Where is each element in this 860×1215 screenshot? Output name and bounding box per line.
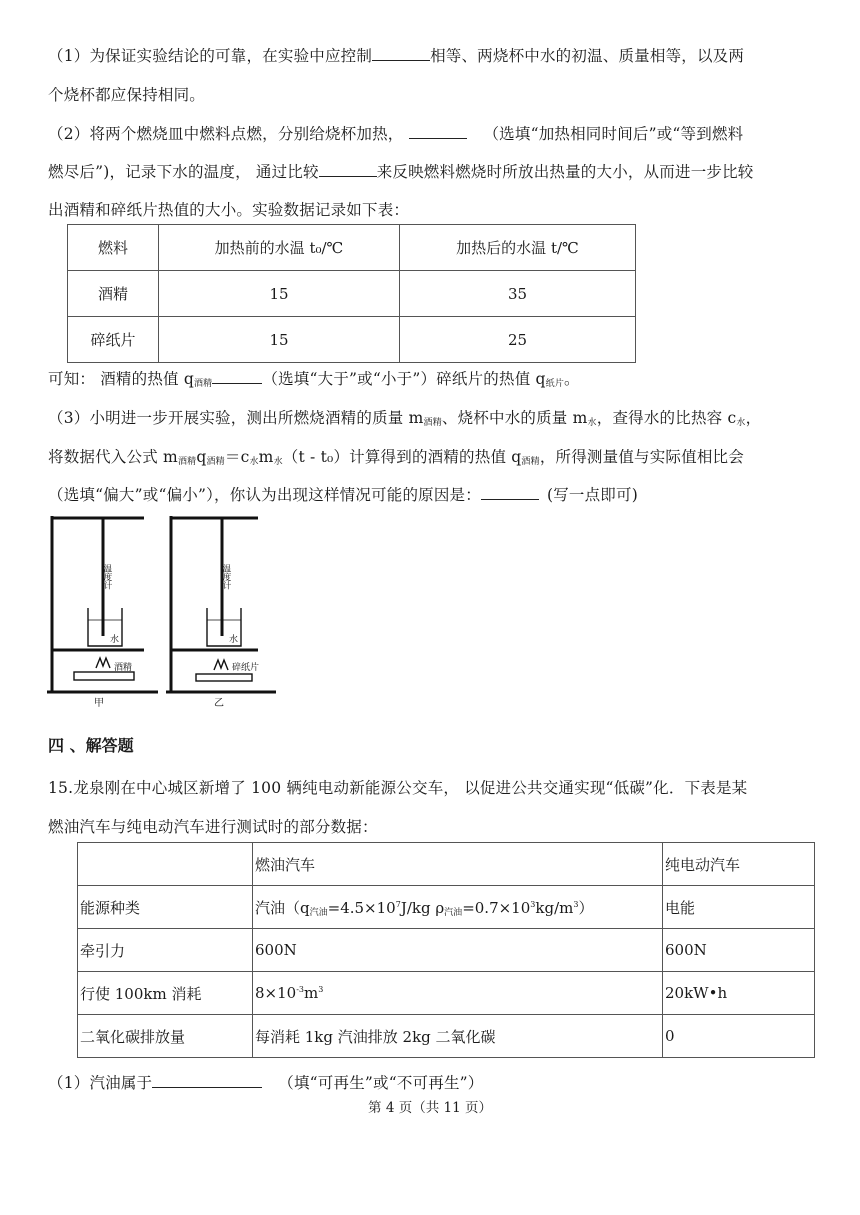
- q3-blank[interactable]: [481, 485, 539, 500]
- table-header-cell: 纯电动汽车: [663, 843, 815, 886]
- table-cell: [253, 972, 663, 1015]
- cell-text: kg/m: [535, 898, 574, 917]
- table-row: [78, 972, 815, 1015]
- table-row: [78, 929, 815, 972]
- q3-text: (写一点即可): [546, 486, 638, 504]
- table-cell: 牵引力: [78, 929, 253, 972]
- conclusion-line: [48, 367, 580, 389]
- subscript: 酒精: [521, 457, 540, 467]
- cell-text: ）: [578, 898, 594, 917]
- q15-1-text-a: （1）汽油属于: [48, 1074, 153, 1092]
- cell-text: =4.5×10: [327, 898, 396, 917]
- table-header-cell: 燃料: [68, 225, 159, 271]
- subscript: 汽油: [309, 907, 328, 918]
- q1-line-2: 个烧杯都应保持相同。: [48, 86, 206, 104]
- table-cell: 35: [400, 271, 636, 317]
- table-row: [68, 271, 636, 317]
- q2-text-c: 燃尽后”)，记录下水的温度， 通过比较: [48, 163, 319, 181]
- q15-line-1: 15.龙泉刚在中心城区新增了 100 辆纯电动新能源公交车， 以促进公共交通实现“低碳”化．下表是某: [48, 779, 748, 797]
- water-label: 水: [229, 635, 239, 645]
- q2-line-1: [48, 122, 743, 144]
- q3-text: 、烧杯中水的质量 m: [441, 409, 588, 427]
- q2-line-2: [48, 160, 754, 182]
- q15-1-line: [48, 1071, 483, 1093]
- table-row: [78, 886, 815, 929]
- subscript: 水: [273, 457, 283, 467]
- q3-text: ＝c: [224, 448, 250, 466]
- q3-text: ，查得水的比热容 c: [596, 409, 737, 427]
- q3-text: （3）小明进一步开展实验，测出所燃烧酒精的质量 m: [48, 409, 424, 427]
- fuel-label: 酒精: [114, 663, 133, 673]
- table-cell: 15: [159, 317, 400, 363]
- water-label: 水: [110, 635, 120, 645]
- q2-text-d: 来反映燃料燃烧时所放出热量的大小，从而进一步比较: [376, 163, 754, 181]
- q3-text: m: [258, 448, 274, 466]
- q2-blank-1[interactable]: [409, 124, 467, 139]
- paper-dish: [196, 674, 252, 681]
- vehicle-comparison-table: [77, 842, 815, 1058]
- q15-1-blank[interactable]: [152, 1073, 262, 1088]
- cell-text: m: [304, 984, 319, 1002]
- q1-blank-1[interactable]: [372, 46, 430, 61]
- table-cell: 600N: [663, 929, 815, 972]
- q3-text: q: [196, 448, 207, 466]
- table-header-cell: 加热前的水温 t₀/℃: [159, 225, 400, 271]
- q3-text: 将数据代入公式 m: [48, 448, 178, 466]
- table-cell: 二氧化碳排放量: [78, 1015, 253, 1058]
- table-cell: 电能: [663, 886, 815, 929]
- table-cell: 0: [663, 1015, 815, 1058]
- q2-text-a: （2）将两个燃烧皿中燃料点燃，分别给烧杯加热，: [48, 125, 404, 143]
- subscript: 汽油: [444, 907, 463, 918]
- table-cell: [253, 886, 663, 929]
- q2-line-3: 出酒精和碎纸片热值的大小。实验数据记录如下表：: [48, 201, 410, 219]
- q3-line-1: [48, 406, 761, 428]
- thermometer-label: 温度计: [221, 564, 231, 590]
- table-header-cell: [78, 843, 253, 886]
- page-footer: 第 4 页（共 11 页）: [368, 1100, 492, 1116]
- cell-text: 8×10: [255, 984, 297, 1002]
- conclusion-blank[interactable]: [212, 369, 262, 384]
- cell-text: =0.7×10: [462, 898, 531, 917]
- superscript: 7: [395, 899, 401, 909]
- caption-left: 甲: [94, 698, 104, 708]
- table-header-row: [68, 225, 636, 271]
- subscript: 酒精: [177, 457, 197, 467]
- superscript: 3: [530, 899, 536, 909]
- q3-line-3: [48, 483, 638, 505]
- fuel-label: 碎纸片: [232, 663, 260, 673]
- subscript: 酒精: [206, 457, 225, 467]
- experiment-figure: [44, 512, 280, 708]
- q15-1-text-b: （填“可再生”或“不可再生”）: [278, 1074, 484, 1092]
- table-cell: 15: [159, 271, 400, 317]
- caption-right: 乙: [214, 698, 224, 708]
- q1-text-a: （1）为保证实验结论的可靠，在实验中应控制: [48, 47, 373, 65]
- table-row: [78, 1015, 815, 1058]
- q3-text: （选填“偏大”或“偏小”），你认为出现这样情况可能的原因是：: [48, 486, 481, 504]
- fuel-data-table: [67, 224, 636, 363]
- q2-blank-2[interactable]: [319, 162, 377, 177]
- q3-text: （t - t₀）计算得到的酒精的热值 q: [282, 448, 522, 466]
- conclusion-text-c: 。: [564, 370, 580, 388]
- q1-line-1: [48, 44, 744, 66]
- q3-text: ，: [745, 409, 762, 427]
- table-header-cell: 加热后的水温 t/℃: [400, 225, 636, 271]
- table-cell: 每消耗 1kg 汽油排放 2kg 二氧化碳: [253, 1015, 663, 1058]
- q1-text-b: 相等、两烧杯中水的初温、质量相等，以及两: [430, 47, 745, 65]
- table-cell: 能源种类: [78, 886, 253, 929]
- q15-line-2: 燃油汽车与纯电动汽车进行测试时的部分数据：: [48, 818, 378, 836]
- subscript: 水: [587, 418, 597, 428]
- table-cell: 酒精: [68, 271, 159, 317]
- subscript: 纸片: [545, 379, 565, 389]
- superscript: 3: [573, 899, 579, 909]
- table-cell: 碎纸片: [68, 317, 159, 363]
- q3-line-2: [48, 445, 744, 467]
- alcohol-burner: [74, 672, 134, 680]
- thermometer-label: 温度计: [102, 564, 112, 590]
- subscript: 水: [736, 418, 746, 428]
- flame-icon: [96, 658, 110, 668]
- table-header-row: [78, 843, 815, 886]
- subscript: 酒精: [423, 418, 442, 428]
- subscript: 酒精: [193, 379, 213, 389]
- subscript: 水: [249, 457, 259, 467]
- conclusion-text-b: （选填“大于”或“小于”）碎纸片的热值 q: [262, 370, 546, 388]
- conclusion-text-a: 可知： 酒精的热值 q: [48, 370, 194, 388]
- cell-text: 汽油（q: [255, 898, 310, 917]
- superscript: -3: [296, 985, 304, 994]
- cell-text: J/kg ρ: [400, 898, 445, 917]
- q2-text-b: （选填“加热相同时间后”或“等到燃料: [483, 125, 744, 143]
- table-row: [68, 317, 636, 363]
- flame-icon: [214, 660, 228, 670]
- table-cell: 20kW•h: [663, 972, 815, 1015]
- table-cell: 600N: [253, 929, 663, 972]
- table-header-cell: 燃油汽车: [253, 843, 663, 886]
- table-cell: 行使 100km 消耗: [78, 972, 253, 1015]
- superscript: 3: [318, 985, 324, 994]
- table-cell: 25: [400, 317, 636, 363]
- section-heading: 四 、解答题: [48, 736, 134, 755]
- q3-text: ，所得测量值与实际值相比会: [539, 448, 744, 466]
